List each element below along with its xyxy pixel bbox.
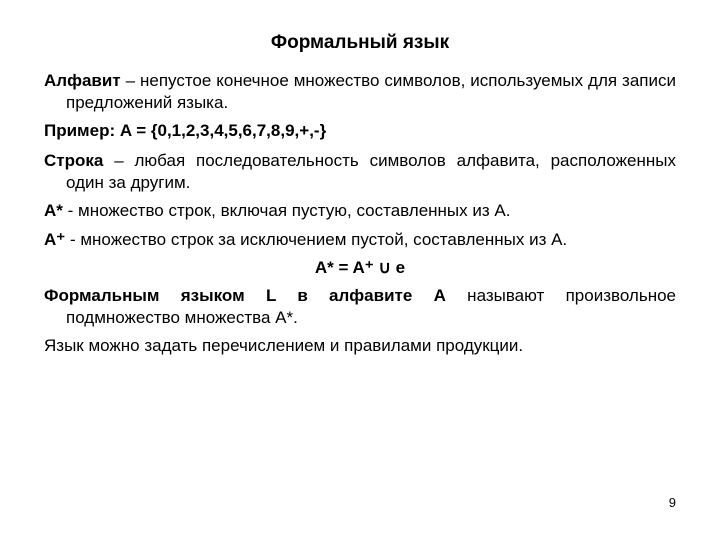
a-plus-definition <box>44 229 676 251</box>
string-term: Строка <box>44 151 104 171</box>
a-plus-term: A⁺ <box>44 229 66 249</box>
a-star-term: A* <box>44 201 63 221</box>
alphabet-text: – непустое конечное множество символов, используемых для записи предложений языка. <box>66 71 676 113</box>
slide-title: Формальный язык <box>270 32 450 53</box>
formal-language-definition <box>44 285 676 329</box>
a-plus-text: - множество строк за исключением пустой, составленных из A. <box>65 229 568 249</box>
string-text: – любая последовательность символов алфавита, расположенных один за другим. <box>66 151 676 193</box>
formal-language-text: называют произвольное подмножество множества A*. <box>66 285 676 327</box>
alphabet-definition <box>44 70 676 114</box>
closure-formula <box>44 257 676 279</box>
formula-text: A* = A⁺ ∪ e <box>314 257 406 277</box>
slide-body <box>44 70 676 363</box>
example-text: Пример: A = {0,1,2,3,4,5,6,7,8,9,+,-} <box>44 121 327 141</box>
closing-sentence: Язык можно задать перечислением и правилами продукции. <box>44 335 524 355</box>
example-line <box>44 120 676 142</box>
string-definition <box>44 150 676 194</box>
formal-language-term: Формальным языком L в алфавите A <box>44 285 446 305</box>
a-star-definition <box>44 200 676 222</box>
alphabet-term: Алфавит <box>44 71 121 90</box>
a-star-text: - множество строк, включая пустую, составленных из A. <box>62 201 511 221</box>
page-number: 9 <box>668 495 676 510</box>
